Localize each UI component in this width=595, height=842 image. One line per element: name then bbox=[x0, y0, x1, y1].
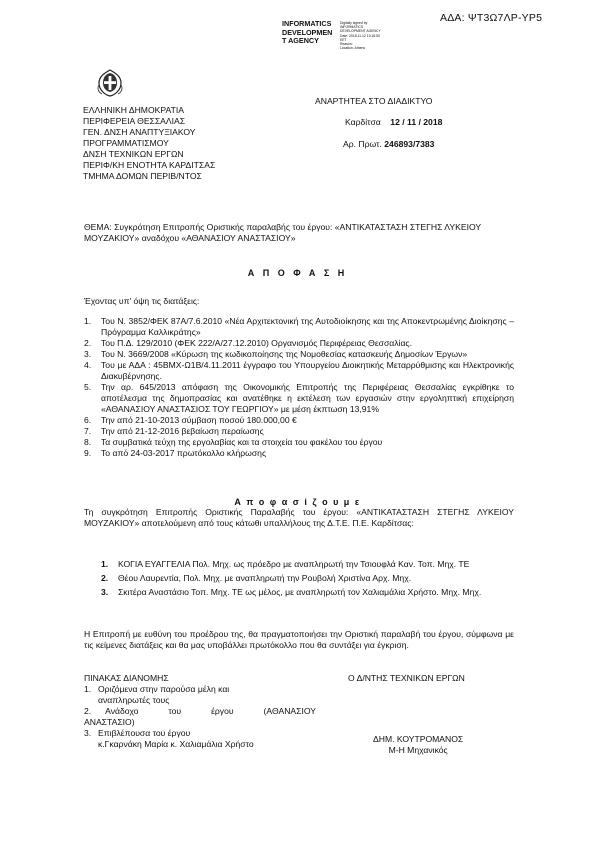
sender-block bbox=[83, 105, 215, 182]
list-item: 3. Επιβλέπουσα του έργου κ.Γκαρνάκη Μαρία κ. Χαλιαμάλια Χρήστο bbox=[84, 728, 254, 749]
list-item: 2. Του Π.Δ. 129/2010 (ΦΕΚ 222/Α/27.12.2010) Οργανισμός Περιφέρειας Θεσσαλίας. bbox=[84, 338, 412, 348]
sender-line: ΕΛΛΗΝΙΚΗ ΔΗΜΟΚΡΑΤΙΑ bbox=[83, 105, 184, 115]
list-item: 7. Την από 21-12-2016 βεβαίωση περαίωσης bbox=[84, 426, 264, 436]
decide-title: Α π ο φ α σ ί ζ ο υ μ ε bbox=[234, 497, 361, 507]
list-item: 1. ΚΟΓΙΑ ΕΥΑΓΓΕΛΙΑ Πολ. Μηχ. ως πρόεδρο με αναπληρωτή την Τσιουφλά Καν. Τοπ. Μηχ. ΤΕ bbox=[101, 559, 470, 569]
list-item: 5. Την αρ. 645/2013 απόφαση της Οικονομικής Επιτροπής της Περιφέρειας Θεσσαλίας εγκρίθηκε το αποτέλεσμα της δημοπρασίας και ανατέθηκε η εκτέλεση των εργασιών στην εργοληπτική επιχείρηση «ΑΘΑΝΑΣΙΟΥ ΑΝΑΣΤΑΣΙΟΣ ΤΟΥ ΓΕΩΡΓΙΟΥ» με μέση έκπτωση 13,91% bbox=[84, 382, 514, 414]
sender-line: ΤΜΗΜΑ ΔΟΜΩΝ ΠΕΡΙΒ/ΝΤΟΣ bbox=[83, 171, 202, 181]
digital-signature-box bbox=[282, 19, 381, 51]
sender-line: ΠΕΡΙΦ/ΚΗ ΕΝΟΤΗΤΑ ΚΑΡΔΙΤΣΑΣ bbox=[83, 160, 216, 170]
considerations-list bbox=[84, 316, 514, 459]
distribution-title: ΠΙΝΑΚΑΣ ΔΙΑΝΟΜΗΣ bbox=[84, 673, 169, 683]
signature-detail-line: EET bbox=[340, 37, 347, 42]
date-line bbox=[345, 117, 442, 128]
distribution-list bbox=[84, 684, 316, 750]
signature-org-line: INFORMATICS bbox=[282, 19, 332, 28]
coat-of-arms-icon bbox=[95, 68, 125, 98]
committee-members-list bbox=[101, 559, 516, 601]
list-item: 2. Θέου Λαυρεντία, Πολ. Μηχ. με αναπληρωτή την Ρουβολή Χριστίνα Αρχ. Μηχ. bbox=[101, 573, 412, 583]
list-item: 3. Του Ν. 3669/2008 «Κύρωση της κωδικοποίησης της Νομοθεσίας κατασκευής Δημοσίων Έργων» bbox=[84, 349, 468, 359]
closing-paragraph: Η Επιτροπή με ευθύνη του προέδρου της, θα πραγματοποιήσει την Οριστική παραλαβή του έργου, σύμφωνα με τις κείμενες διατάξεις και θα μας υποβάλλει πρωτόκολλο που θα συντάξει για έγκριση. bbox=[84, 629, 514, 650]
date-protocol-block bbox=[345, 117, 442, 150]
decision-title: Α Π Ο Φ Α Σ Η bbox=[247, 268, 348, 278]
signature-detail-line: Reason: bbox=[340, 42, 353, 47]
protocol-line bbox=[343, 139, 442, 150]
signature-org-line: T AGENCY bbox=[282, 36, 319, 46]
signer-role: Μ-Η Μηχανικός bbox=[388, 745, 448, 755]
subject-line: ΘΕΜΑ: Συγκρότηση Επιτροπής Οριστικής παραλαβής του έργου: «ΑΝΤΙΚΑΤΑΣΤΑΣΗ ΣΤΕΓΗΣ ΛΥΚΕΙΟΥ ΜΟΥΖΑΚΙΟΥ» αναδόχου «ΑΘΑΝΑΣΙΟΥ ΑΝΑΣΤΑΣΙΟΥ» bbox=[84, 222, 481, 243]
sender-line: ΔΝΣΗ ΤΕΧΝΙΚΩΝ ΕΡΓΩΝ bbox=[83, 149, 184, 159]
signature-detail-line: Location: Athens bbox=[340, 46, 366, 51]
signer-title: Ο Δ/ΝΤΗΣ ΤΕΧΝΙΚΩΝ ΕΡΓΩΝ bbox=[348, 673, 465, 683]
sender-line: ΠΕΡΙΦΕΡΕΙΑ ΘΕΣΣΑΛΙΑΣ bbox=[83, 116, 186, 126]
signer-name: ΔΗΜ. ΚΟΥΤΡΟΜΑΝΟΣ bbox=[373, 734, 464, 744]
signature-org-line: DEVELOPMEN bbox=[282, 27, 333, 37]
signature-detail-line: INFORMATICS bbox=[340, 25, 364, 30]
signature-details bbox=[340, 21, 400, 50]
date-label: Καρδίτσα bbox=[345, 117, 381, 127]
signature-detail-line: Date: 2018.11.12 13:16:50 bbox=[340, 33, 380, 38]
list-item: 8. Τα συμβατικά τεύχη της εργολαβίας και τα στοιχεία του φακέλου του έργου bbox=[84, 437, 383, 447]
posted-online-note: ΑΝΑΡΤΗΤΕΑ ΣΤΟ ΔΙΑΔΙΚΤΥΟ bbox=[315, 96, 433, 106]
signature-detail-line: DEVELOPMENT AGENCY bbox=[340, 29, 381, 34]
considerations-intro: Έχοντας υπ' όψη τις διατάξεις: bbox=[84, 296, 200, 306]
protocol-label: Αρ. Πρωτ. bbox=[343, 139, 382, 149]
list-item: 6. Την από 21-10-2013 σύμβαση ποσού 180.000,00 € bbox=[84, 415, 297, 425]
decide-text: Τη συγκρότηση Επιτροπής Οριστικής Παραλαβής του έργου: «ΑΝΤΙΚΑΤΑΣΤΑΣΗ ΣΤΕΓΗΣ ΛΥΚΕΙΟΥ ΜΟΥΖΑΚΙΟΥ» αποτελούμενη από τους κάτωθι υπαλλήλους της Δ.Τ.Ε. Π.Ε. Καρδίτσας: bbox=[84, 507, 514, 528]
list-item: 2. Ανάδοχο του έργου (ΑΘΑΝΑΣΙΟΥ ΑΝΑΣΤΑΣΙΟ) bbox=[84, 706, 316, 727]
list-item: 1. Του Ν. 3852/ΦΕΚ 87Α/7.6.2010 «Νέα Αρχιτεκτονική της Αυτοδιοίκησης και της Αποκεντρωμένης Διοίκησης – Πρόγραμμα Καλλικράτης» bbox=[84, 316, 514, 337]
signature-detail-line: Digitally signed by bbox=[340, 21, 368, 25]
ada-code: ΑΔΑ: ΨΤ3Ω7ΛΡ-ΥΡ5 bbox=[440, 12, 543, 24]
list-item: 3. Σκιτέρα Αναστάσιο Τοπ. Μηχ. ΤΕ ως μέλος, με αναπληρωτή τον Χαλιαμάλια Χρήστο. Μηχ. Μηχ. bbox=[101, 587, 482, 597]
list-item: 4. Του με ΑΔΑ : 45ΒΜΧ-Ω1Β/4.11.2011 έγγραφο του Υπουργείου Διοικητικής Μεταρρύθμισης και Ηλεκτρονικής Διακυβέρνησης. bbox=[84, 360, 514, 381]
sender-line: ΓΕΝ. ΔΝΣΗ ΑΝΑΠΤΥΞΙΑΚΟΥ bbox=[83, 127, 196, 137]
signer-block bbox=[373, 734, 463, 756]
sender-line: ΠΡΟΓΡΑΜΜΑΤΙΣΜΟΥ bbox=[83, 138, 169, 148]
list-item: 9. Το από 24-03-2017 πρωτόκολλο κλήρωσης bbox=[84, 448, 267, 458]
protocol-number: 246893/7383 bbox=[384, 139, 435, 149]
list-item: 1. Οριζόμενα στην παρούσα μέλη και αναπληρωτές τους bbox=[84, 684, 230, 705]
date-value: 12 / 11 / 2018 bbox=[390, 117, 443, 127]
